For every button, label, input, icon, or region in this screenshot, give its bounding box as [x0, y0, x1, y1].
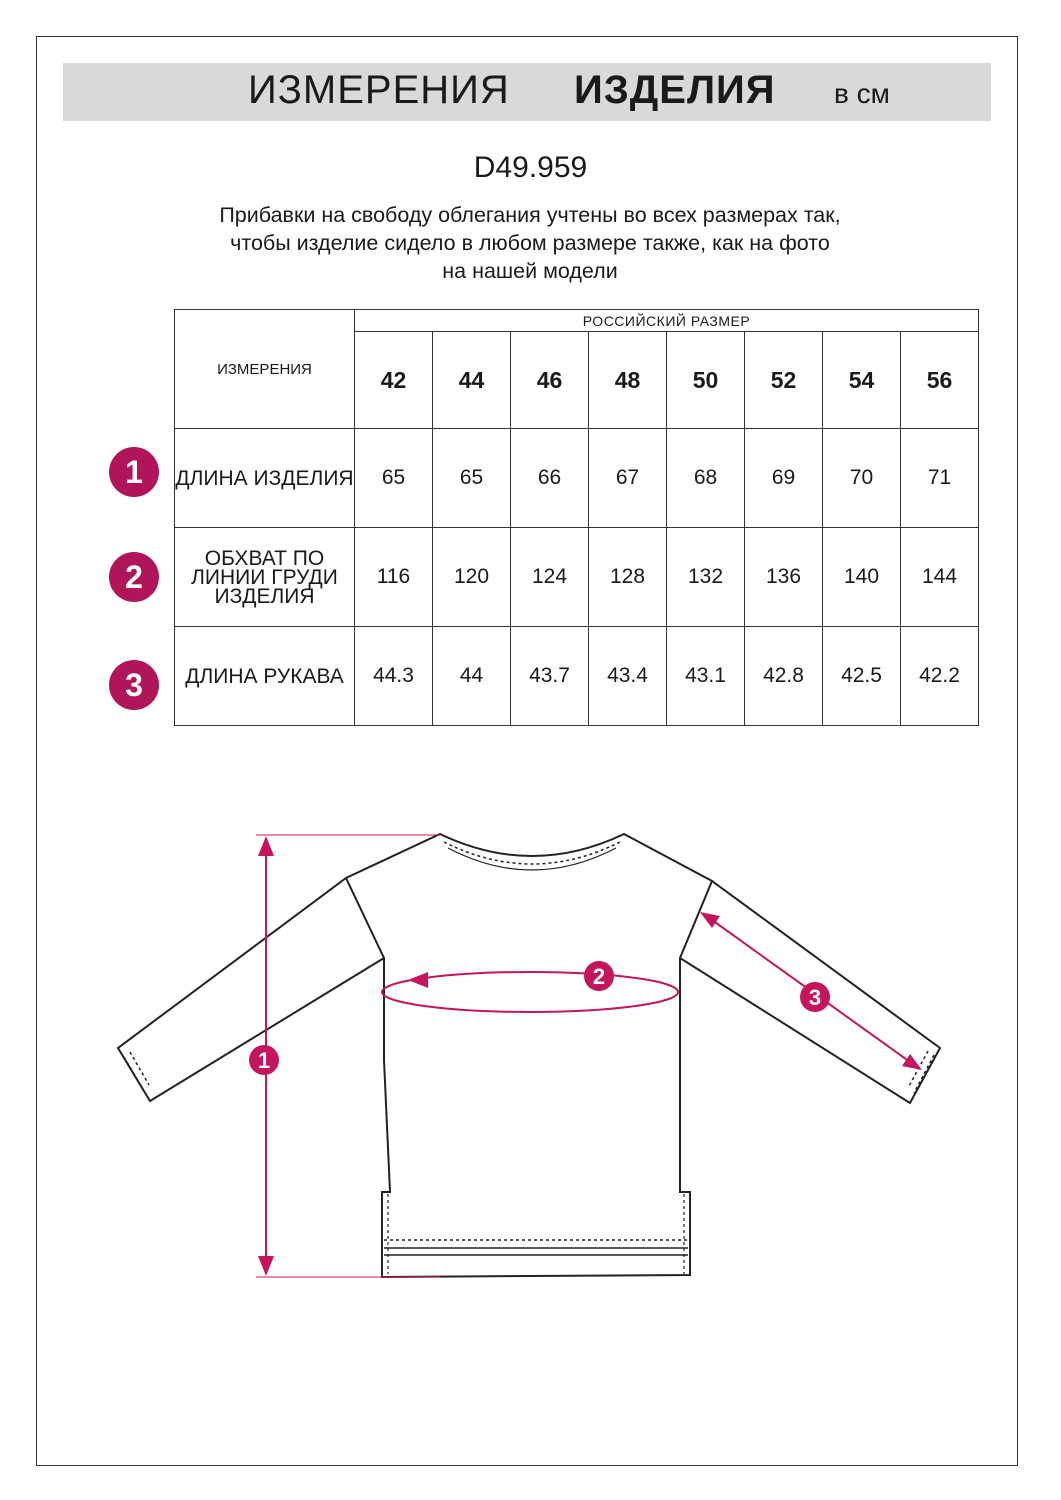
table-cell: 124: [511, 528, 589, 627]
table-cell: 42.5: [823, 627, 901, 726]
fit-note-line: чтобы изделие сидело в любом размере также, как на фото: [230, 231, 830, 255]
header-title-item: ИЗДЕЛИЯ: [574, 68, 776, 112]
row-badge-1: 1: [109, 447, 159, 497]
table-cell: 144: [901, 528, 979, 627]
fit-note-line: на нашей модели: [442, 259, 618, 283]
size-header: 48: [589, 332, 667, 429]
table-cell: 43.7: [511, 627, 589, 726]
header-unit: в см: [834, 78, 890, 109]
size-table: [174, 309, 979, 726]
article-number: D49.959: [473, 151, 588, 184]
row-badge-3: 3: [109, 660, 159, 710]
measurements-header: ИЗМЕРЕНИЯ: [175, 310, 355, 429]
table-cell: 65: [355, 429, 433, 528]
length-marker: 1: [257, 1048, 271, 1073]
table-cell: 66: [511, 429, 589, 528]
size-header: 56: [901, 332, 979, 429]
table-cell: 116: [355, 528, 433, 627]
fit-note: [130, 201, 930, 285]
table-cell: 65: [433, 429, 511, 528]
table-cell: 136: [745, 528, 823, 627]
chest-marker: 2: [592, 964, 606, 989]
row-label-length: ДЛИНА ИЗДЕЛИЯ: [175, 429, 355, 528]
table-cell: 42.8: [745, 627, 823, 726]
table-cell: 69: [745, 429, 823, 528]
table-cell: 43.1: [667, 627, 745, 726]
garment-sketch: [0, 780, 1061, 1300]
size-header: 52: [745, 332, 823, 429]
table-cell: 128: [589, 528, 667, 627]
table-cell: 70: [823, 429, 901, 528]
size-header: 50: [667, 332, 745, 429]
table-cell: 68: [667, 429, 745, 528]
size-header: 44: [433, 332, 511, 429]
table-cell: 43.4: [589, 627, 667, 726]
size-header: 42: [355, 332, 433, 429]
diagram-markers: [249, 961, 830, 1075]
row-label-chest: ОБХВАТ ПО ЛИНИИ ГРУДИ ИЗДЕЛИЯ: [175, 528, 355, 627]
russian-size-header: РОССИЙСКИЙ РАЗМЕР: [355, 310, 979, 332]
table-row: [175, 429, 979, 528]
table-cell: 71: [901, 429, 979, 528]
table-cell: 44: [433, 627, 511, 726]
table-row: [175, 528, 979, 627]
row-badge-2: 2: [109, 552, 159, 602]
table-cell: 140: [823, 528, 901, 627]
header-title-measurements: ИЗМЕРЕНИЯ: [248, 68, 510, 112]
row-label-sleeve: ДЛИНА РУКАВА: [175, 627, 355, 726]
size-header: 46: [511, 332, 589, 429]
table-cell: 44.3: [355, 627, 433, 726]
size-header: 54: [823, 332, 901, 429]
table-cell: 132: [667, 528, 745, 627]
fit-note-line: Прибавки на свободу облегания учтены во всех размерах так,: [219, 203, 841, 227]
table-row: [175, 627, 979, 726]
table-cell: 120: [433, 528, 511, 627]
table-cell: 67: [589, 429, 667, 528]
sleeve-marker: 3: [808, 985, 822, 1010]
table-cell: 42.2: [901, 627, 979, 726]
